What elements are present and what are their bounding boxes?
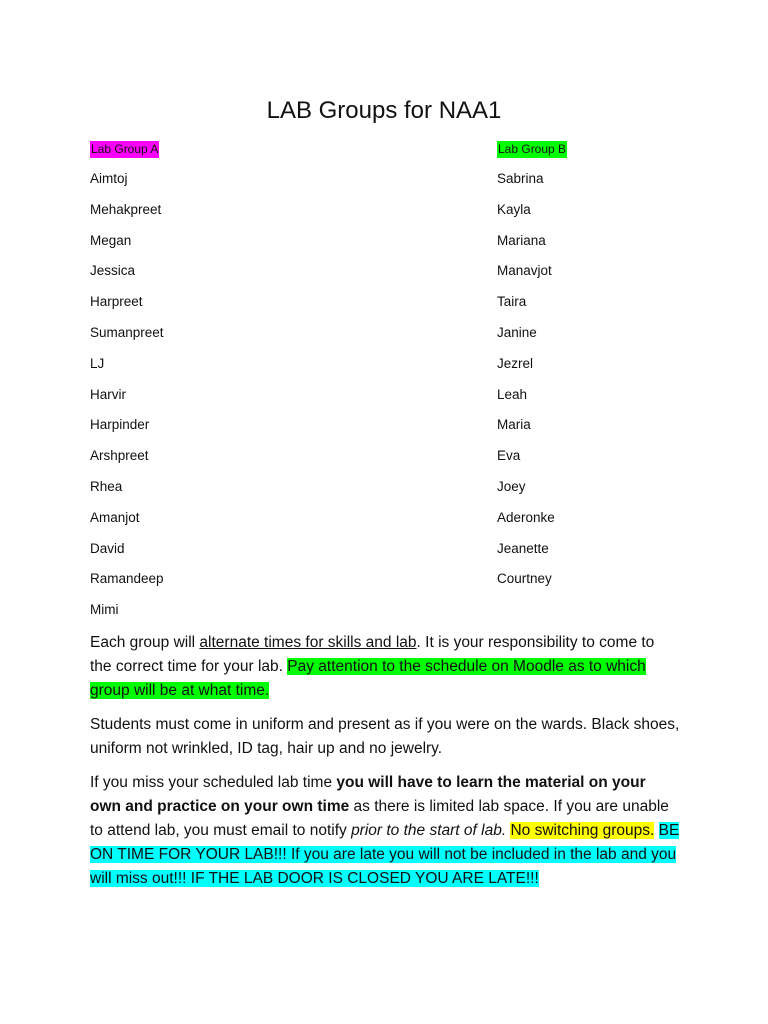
- group-b-member: Leah: [497, 386, 528, 402]
- bold-text: you will have to learn the material on your own and practice on your own time: [90, 774, 646, 815]
- text-run: Students must come in uniform and present as if you were on the wards. Black shoes, uniform not wrinkled, ID tag, hair up and no jewelry.: [90, 716, 680, 757]
- group-a-member: Harpinder: [90, 417, 150, 433]
- group-a-member: David: [90, 540, 125, 556]
- group-a-member: Arshpreet: [90, 448, 149, 464]
- group-a-member: Aimtoj: [90, 171, 128, 186]
- group-b-member: Manavjot: [497, 263, 552, 279]
- group-a-member: Harvir: [90, 386, 126, 402]
- group-a-member: Megan: [90, 232, 132, 248]
- group-a-member: Mimi: [90, 602, 119, 618]
- highlighted-cyan-text: BE ON TIME FOR YOUR LAB!!! If you are late you will not be included in the lab and you will miss out!!! IF THE LAB DOOR IS CLOSED YOU ARE LATE!!!: [90, 822, 680, 887]
- group-b-member: Aderonke: [497, 509, 555, 525]
- group-b-member: Mariana: [497, 232, 546, 248]
- group-b-member: Jeanette: [497, 540, 549, 556]
- underlined-text: alternate times for skills and lab: [199, 634, 417, 651]
- group-b-member: Janine: [497, 324, 537, 340]
- italic-text: prior to the start of lab.: [351, 822, 507, 839]
- text-run: Each group will: [90, 634, 200, 651]
- group-b-member: Kayla: [497, 201, 531, 217]
- lab-group-a-header: Lab Group A: [91, 142, 159, 156]
- group-b-member: Taira: [497, 294, 527, 310]
- lab-group-b-list: [497, 170, 757, 601]
- group-a-member: Ramandeep: [90, 571, 164, 587]
- group-a-member: Sumanpreet: [90, 324, 164, 340]
- group-b-member: Sabrina: [497, 171, 544, 186]
- group-b-member: Joey: [497, 478, 526, 494]
- lab-group-b-column: [497, 140, 757, 601]
- group-a-member: LJ: [90, 355, 105, 371]
- group-a-member: Mehakpreet: [90, 201, 162, 217]
- page-title: LAB Groups for NAA1: [266, 97, 502, 124]
- group-a-member: Jessica: [90, 263, 136, 279]
- highlighted-green-text: Pay attention to the schedule on Moodle as to which group will be at what time.: [90, 658, 646, 699]
- lab-group-a-list: [90, 170, 350, 632]
- text-run: If you miss your scheduled lab time: [90, 774, 337, 791]
- paragraph-alternate-times: [90, 631, 680, 703]
- lab-group-a-column: [90, 140, 350, 632]
- lab-group-b-header: Lab Group B: [498, 142, 567, 156]
- paragraph-uniform: [90, 713, 680, 761]
- paragraph-missed-lab: [90, 771, 680, 891]
- group-a-member: Rhea: [90, 478, 123, 494]
- text-run: . It is your responsibility to come to the correct time for your lab.: [90, 634, 655, 675]
- group-b-member: Eva: [497, 448, 521, 464]
- text-run: [654, 822, 658, 839]
- group-b-member: Courtney: [497, 571, 552, 587]
- text-run: as there is limited lab space. If you are unable to attend lab, you must email to notify: [90, 798, 669, 839]
- group-b-member: Jezrel: [497, 355, 534, 371]
- highlighted-yellow-text: No switching groups.: [510, 822, 655, 839]
- group-a-member: Amanjot: [90, 509, 140, 525]
- group-a-member: Harpreet: [90, 294, 143, 310]
- group-b-member: Maria: [497, 417, 531, 433]
